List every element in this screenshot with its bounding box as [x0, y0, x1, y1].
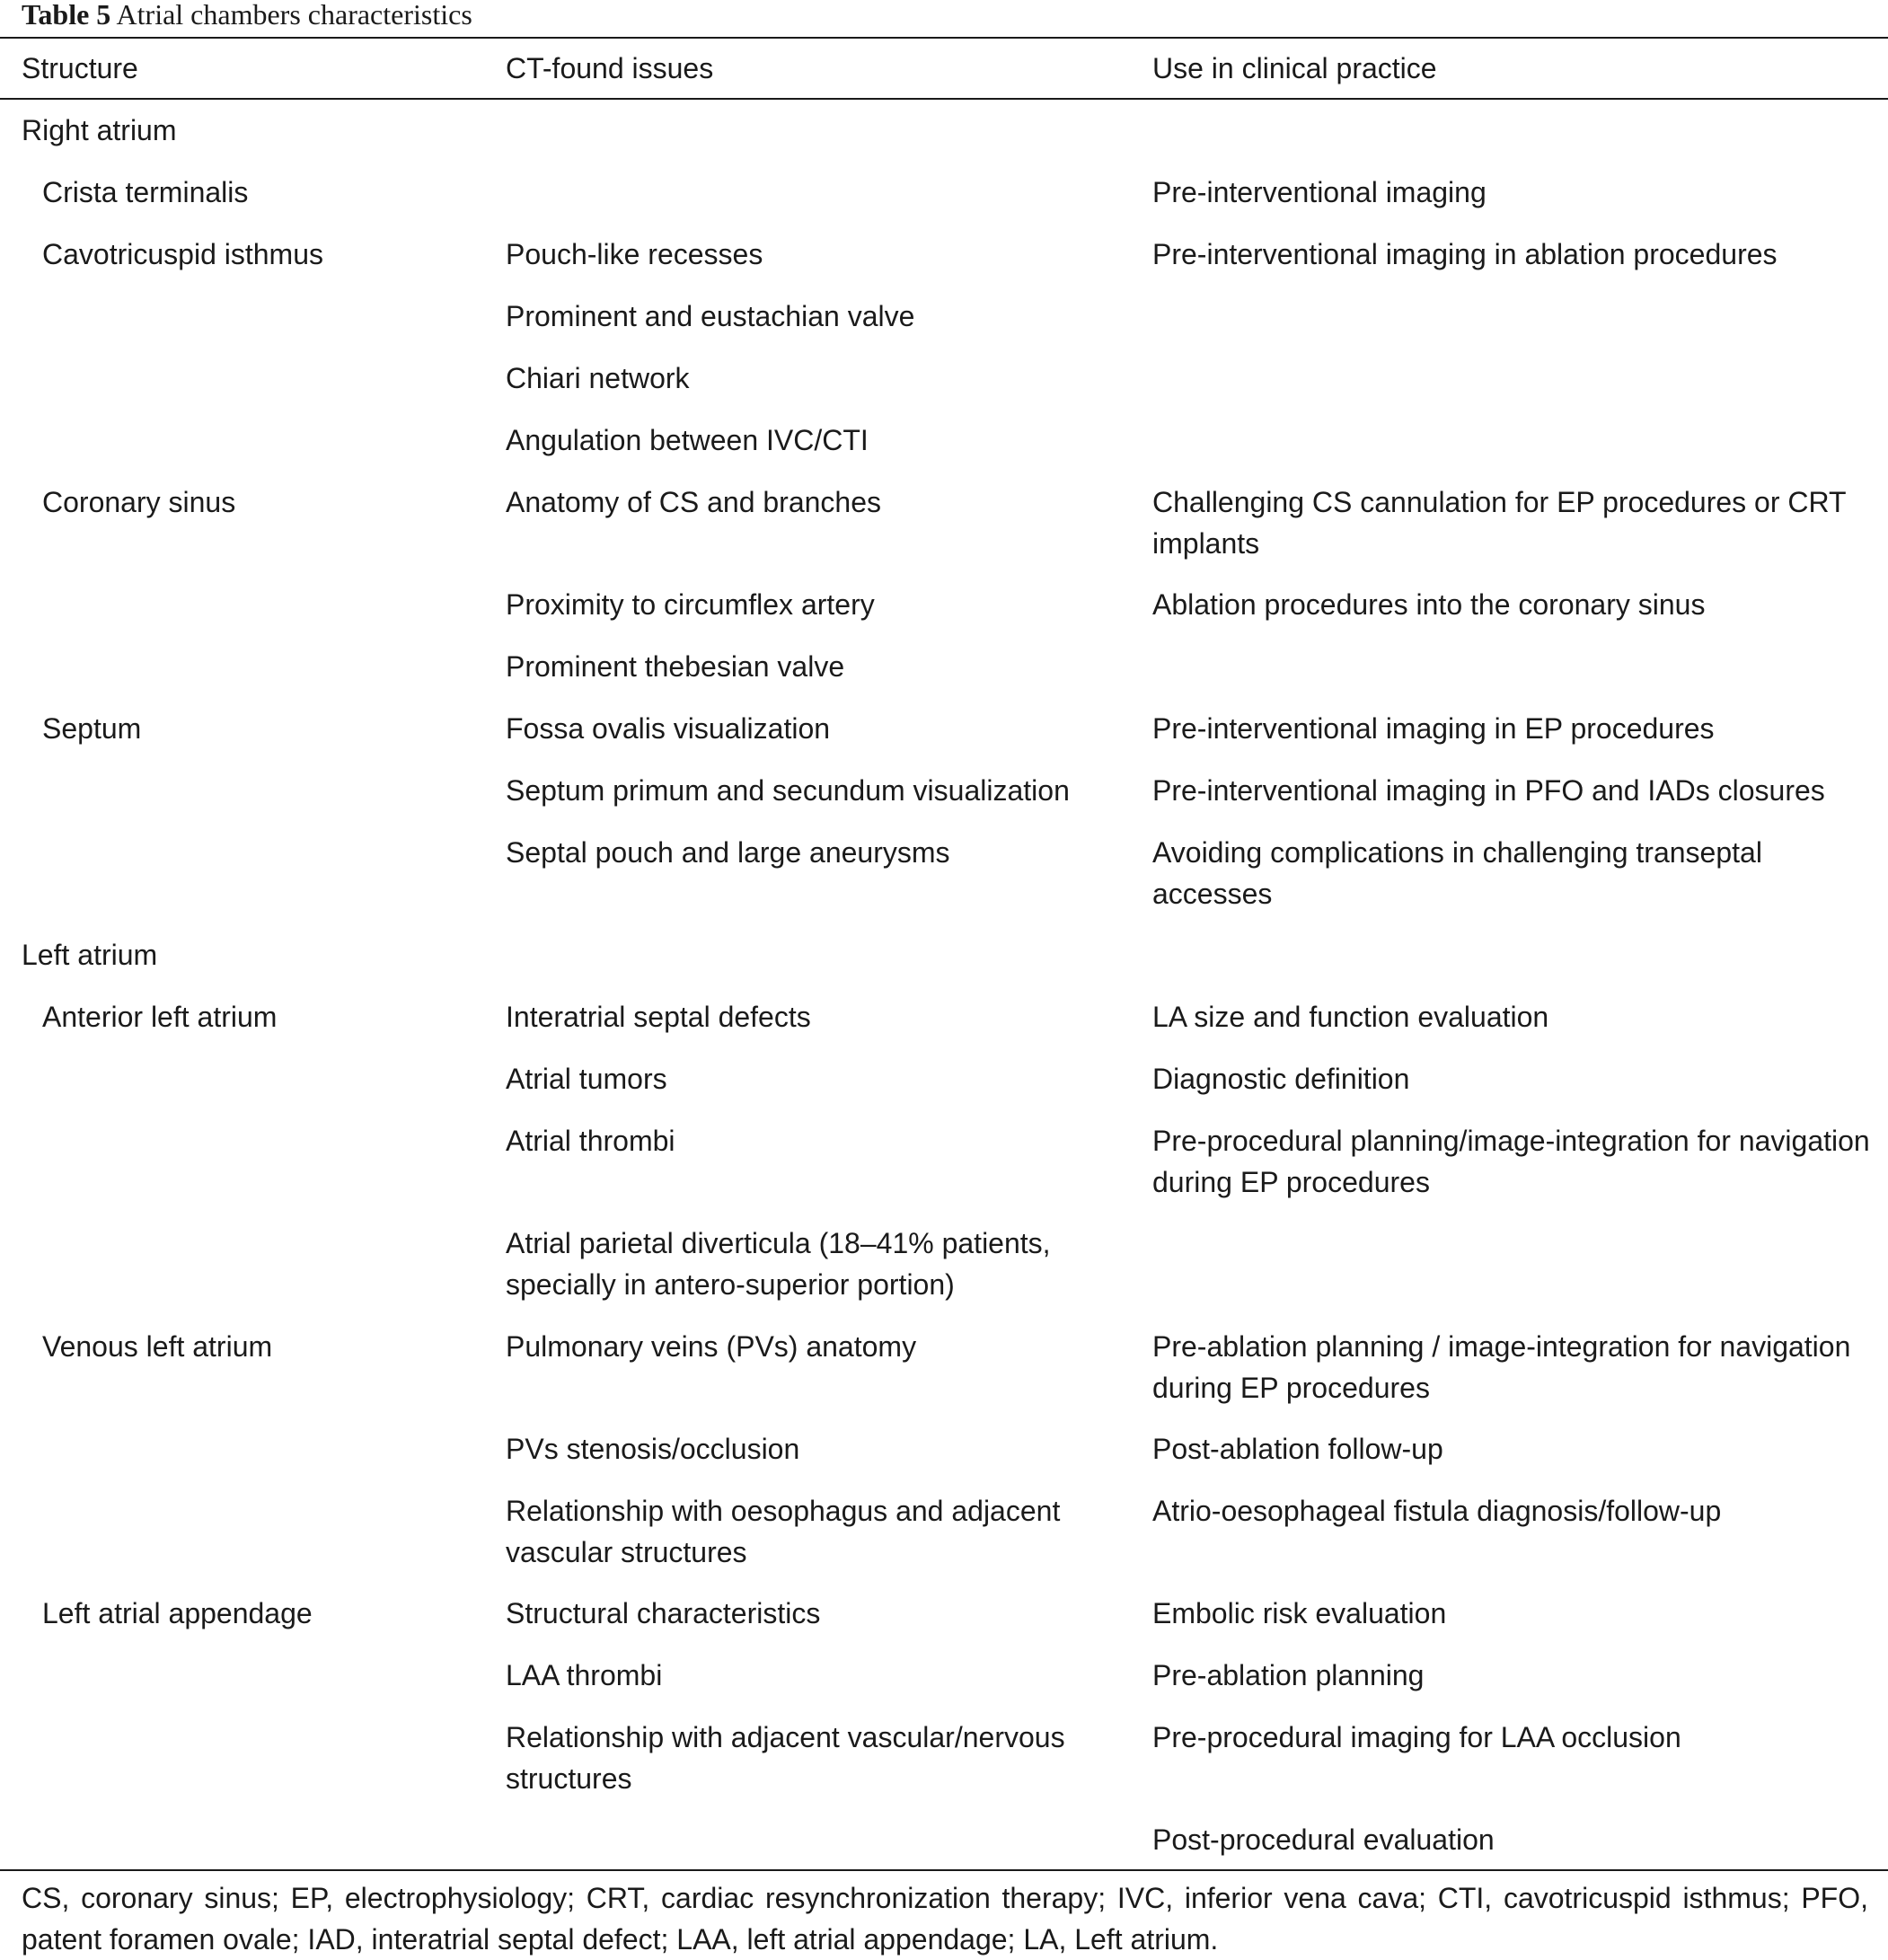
use-cell: Pre-procedural imaging for LAA occlusion	[1152, 1721, 1681, 1753]
use-cell: Avoiding complications in challenging transeptal accesses	[1152, 836, 1762, 910]
use-cell: Atrio-oesophageal fistula diagnosis/follow-up	[1152, 1495, 1722, 1527]
issue-cell: Prominent thebesian valve	[506, 650, 845, 683]
issue-cell: LAA thrombi	[506, 1659, 663, 1691]
issue-cell: Pulmonary veins (PVs) anatomy	[506, 1330, 917, 1363]
structure-anterior-left-atrium: Anterior left atrium	[42, 1001, 278, 1033]
use-cell: Post-procedural evaluation	[1152, 1823, 1495, 1856]
issue-cell: Relationship with adjacent vascular/nervous structures	[506, 1721, 1065, 1795]
use-cell: Diagnostic definition	[1152, 1063, 1410, 1095]
use-cell: Challenging CS cannulation for EP procedures or CRT implants	[1152, 486, 1846, 560]
header-rule	[0, 98, 1888, 100]
issue-cell: Pouch-like recesses	[506, 238, 763, 270]
structure-venous-left-atrium: Venous left atrium	[42, 1330, 273, 1363]
table-caption	[22, 0, 472, 36]
structure-septum: Septum	[42, 712, 142, 745]
issue-cell: Proximity to circumflex artery	[506, 588, 875, 621]
issue-cell: Chiari network	[506, 362, 690, 394]
header-structure: Structure	[22, 52, 138, 84]
issue-cell: Prominent and eustachian valve	[506, 300, 915, 332]
issue-cell: Relationship with oesophagus and adjacent vascular structures	[506, 1495, 1061, 1568]
use-cell: Pre-ablation planning	[1152, 1659, 1425, 1691]
use-cell: Pre-interventional imaging in ablation procedures	[1152, 238, 1778, 270]
use-cell: Pre-interventional imaging in PFO and IADs closures	[1152, 774, 1825, 807]
use-cell: Post-ablation follow-up	[1152, 1433, 1443, 1465]
structure-coronary-sinus: Coronary sinus	[42, 486, 236, 518]
header-clinical-use: Use in clinical practice	[1152, 52, 1437, 84]
use-cell: LA size and function evaluation	[1152, 1001, 1549, 1033]
table-footnote: CS, coronary sinus; EP, electrophysiology; CRT, cardiac resynchronization therapy; IVC, inferior vena cava; CTI, cavotricuspid isthmus; PFO, patent foramen ovale; IAD, interatrial septal defect; LAA, left atrial appendage; LA, Left atrium.	[22, 1882, 1868, 1956]
issue-cell: Anatomy of CS and branches	[506, 486, 882, 518]
structure-cavotricuspid-isthmus: Cavotricuspid isthmus	[42, 238, 323, 270]
issue-cell: Fossa ovalis visualization	[506, 712, 831, 745]
use-cell: Embolic risk evaluation	[1152, 1597, 1447, 1629]
section-title-left-atrium: Left atrium	[22, 939, 158, 971]
section-title-right-atrium: Right atrium	[22, 114, 177, 146]
use-cell: Ablation procedures into the coronary sinus	[1152, 588, 1706, 621]
bottom-rule	[0, 1869, 1888, 1871]
issue-cell: PVs stenosis/occlusion	[506, 1433, 800, 1465]
use-cell: Pre-interventional imaging in EP procedures	[1152, 712, 1715, 745]
header-ct-issues: CT-found issues	[506, 52, 714, 84]
issue-cell: Angulation between IVC/CTI	[506, 424, 869, 456]
structure-left-atrial-appendage: Left atrial appendage	[42, 1597, 313, 1629]
issue-cell: Septal pouch and large aneurysms	[506, 836, 950, 869]
issue-cell: Atrial thrombi	[506, 1125, 675, 1157]
issue-cell: Septum primum and secundum visualization	[506, 774, 1070, 807]
issue-cell: Atrial tumors	[506, 1063, 667, 1095]
table-label: Table 5	[22, 0, 111, 31]
use-cell: Pre-procedural planning/image-integration for navigation during EP procedures	[1152, 1125, 1870, 1198]
table-title: Atrial chambers characteristics	[116, 0, 472, 31]
structure-crista-terminalis: Crista terminalis	[42, 176, 249, 208]
issue-cell: Structural characteristics	[506, 1597, 821, 1629]
issue-cell: Interatrial septal defects	[506, 1001, 811, 1033]
use-cell: Pre-interventional imaging	[1152, 176, 1487, 208]
issue-cell: Atrial parietal diverticula (18–41% patients, specially in antero-superior portion)	[506, 1227, 1051, 1301]
use-cell: Pre-ablation planning / image-integration for navigation during EP procedures	[1152, 1330, 1851, 1404]
top-rule	[0, 37, 1888, 39]
